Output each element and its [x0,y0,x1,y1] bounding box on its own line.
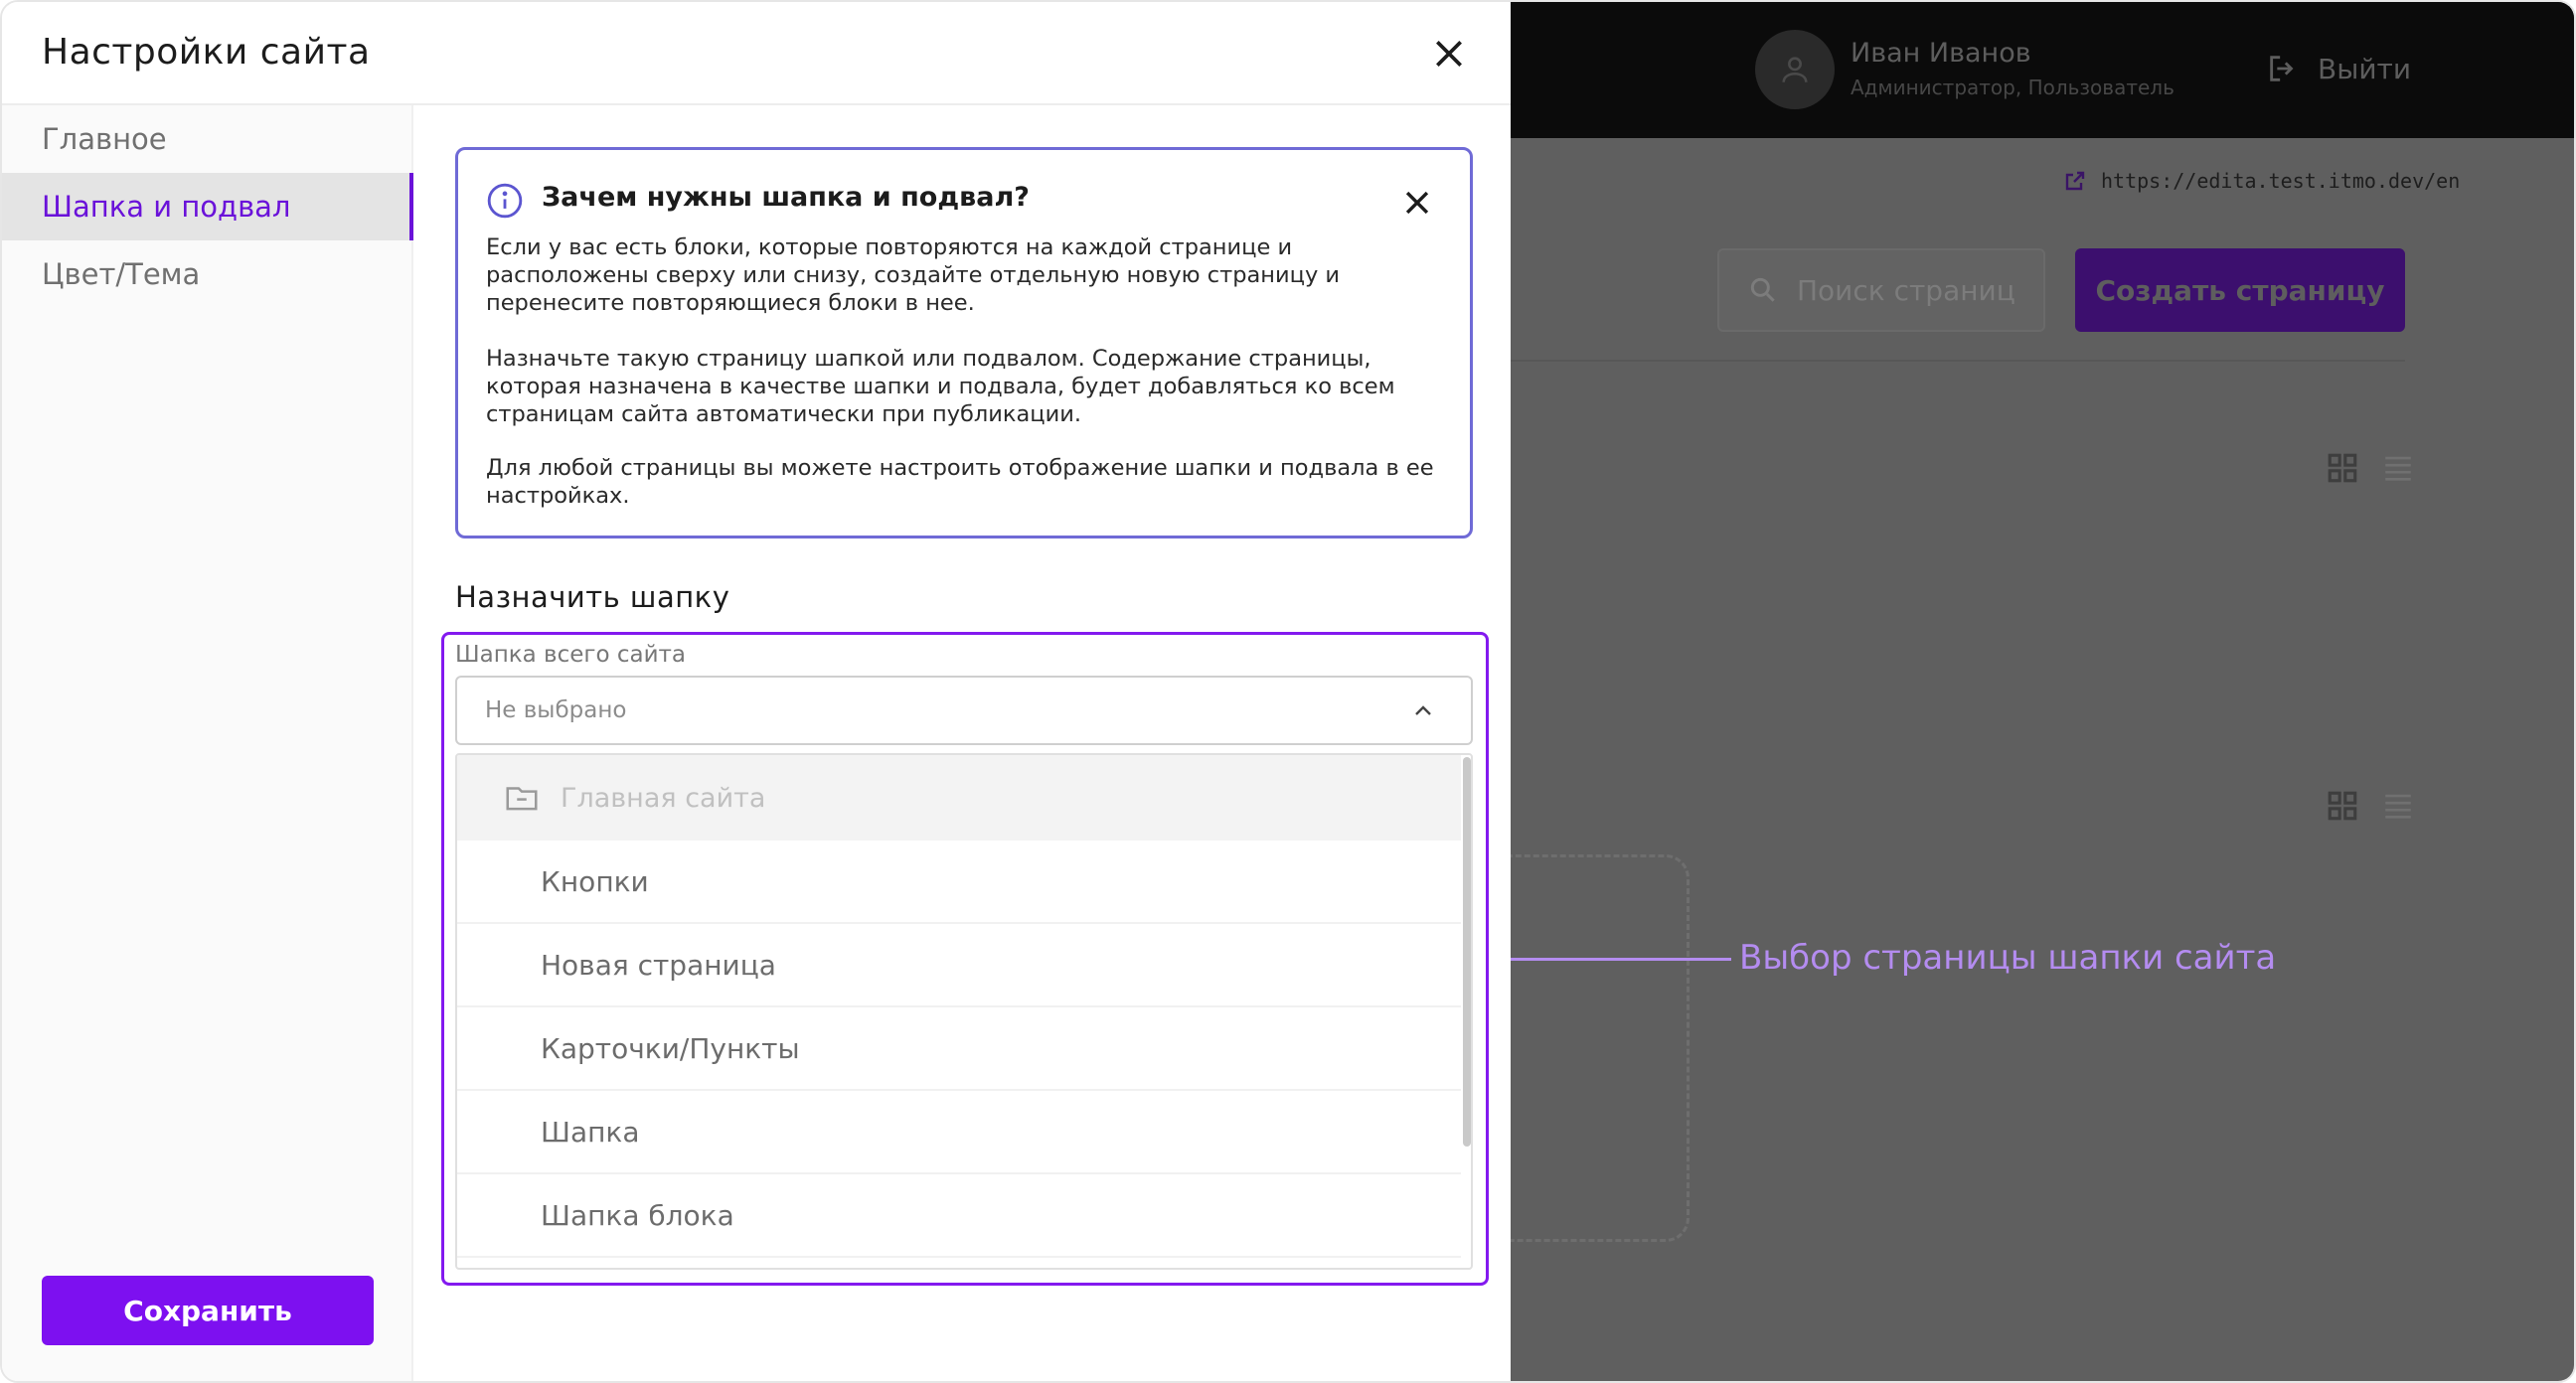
sidebar-item-color-theme[interactable]: Цвет/Тема [42,257,201,291]
logout-icon [2266,52,2300,85]
info-paragraph [486,233,1440,317]
settings-content [413,105,1511,1383]
modal-header [2,2,1511,105]
info-line: Назначьте такую страницу шапкой или подвалом. Содержание страницы, [486,346,1371,372]
close-icon[interactable] [1400,186,1434,220]
info-icon [486,182,524,220]
dropdown-option[interactable]: Карточки/Пункты [457,1007,1461,1091]
dropdown-option[interactable]: Кнопки [457,841,1461,924]
modal-title: Настройки сайта [42,32,371,73]
field-label: Шапка всего сайта [455,642,687,668]
info-paragraph [486,345,1440,428]
info-paragraph [486,454,1440,510]
settings-sidebar [2,105,413,1383]
user-name: Иван Иванов [1851,38,2031,69]
dropdown-group-label: Главная сайта [561,782,766,814]
info-line: перенесите повторяющиеся блоки в нее. [486,290,975,316]
site-settings-modal [2,2,1511,1383]
site-url: https://edita.test.itmo.dev/en [2101,169,2461,193]
select-value: Не выбрано [485,697,627,723]
user-roles: Администратор, Пользователь [1851,76,2174,99]
grid-view-icon[interactable] [2326,789,2359,823]
search-icon [1747,274,1779,306]
logout-button[interactable] [2266,52,2411,85]
external-link-icon [2063,169,2087,193]
user-icon [1778,53,1812,86]
info-line: настройках. [486,483,630,509]
info-box [455,147,1473,538]
background-app [1511,2,2576,1383]
dropdown-group [457,755,1461,841]
chevron-up-icon [1411,699,1435,723]
close-icon[interactable] [1429,34,1469,74]
save-button[interactable]: Сохранить [42,1276,374,1345]
app-topbar [1511,2,2576,138]
info-line: расположены сверху или снизу, создайте отдельную новую страницу и [486,262,1341,288]
grid-view-icon[interactable] [2326,451,2359,485]
info-line: которая назначена в качестве шапки и подвала, будет добавляться ко всем [486,374,1395,399]
info-line: страницам сайта автоматически при публикации. [486,401,1081,427]
divider [1511,360,2405,362]
list-view-icon[interactable] [2381,451,2415,485]
search-input[interactable] [1717,248,2045,332]
info-line: Для любой страницы вы можете настроить отображение шапки и подвала в ее [486,455,1434,481]
scrollbar[interactable] [1463,757,1471,1147]
annotation-label: Выбор страницы шапки сайта [1739,938,2277,978]
create-page-button[interactable]: Создать страницу [2075,248,2405,332]
avatar[interactable] [1755,30,1835,109]
logout-label: Выйти [2318,52,2412,85]
section-title: Назначить шапку [455,580,730,614]
dropdown-option[interactable]: Шапка [457,1091,1461,1174]
dropdown-option[interactable]: Шапка блока [457,1174,1461,1258]
view-toggle [2326,789,2415,823]
annotation-line [1503,958,1731,961]
info-title: Зачем нужны шапка и подвал? [542,182,1030,213]
info-line: Если у вас есть блоки, которые повторяются на каждой странице и [486,234,1293,260]
list-view-icon[interactable] [2381,789,2415,823]
sidebar-item-header-footer[interactable]: Шапка и подвал [2,173,413,240]
sidebar-item-main[interactable]: Главное [42,122,167,156]
header-page-select[interactable] [455,676,1473,745]
folder-icon [503,779,541,817]
search-placeholder: Поиск страниц [1797,273,2015,307]
site-url-link[interactable] [2063,169,2460,193]
view-toggle [2326,451,2415,485]
page-dropdown [455,753,1473,1270]
dropdown-option[interactable]: Новая страница [457,924,1461,1007]
